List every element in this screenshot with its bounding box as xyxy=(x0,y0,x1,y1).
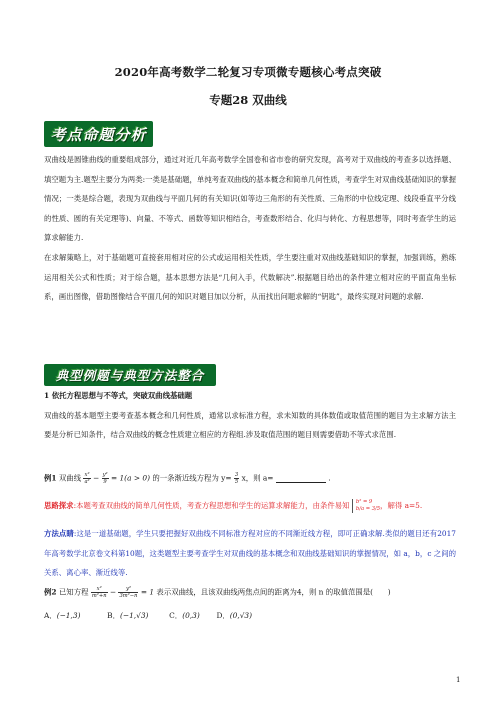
section1 xyxy=(44,386,456,445)
example2-label: 例2 xyxy=(44,587,57,597)
example1-text-a: 双曲线 xyxy=(58,473,82,483)
example2-text-a: 已知方程 xyxy=(58,587,89,597)
example2-text-b: 表示双曲线，且该双曲线两焦点间的距离为4，则 n 的取值范围是( ) xyxy=(156,587,391,597)
section1-body: 双曲线的基本题型主要考查基本概念和几何性质，通常以求标准方程，求未知数的具体数值或取值范围的题目为主求解方法主要是分析已知条件，结合双曲线的概念性质建立相应的方程组.涉及取值范围的题目则需要借助不等式求范围. xyxy=(44,410,456,440)
option-c[interactable]: C．(0,3) xyxy=(169,611,200,620)
options-row xyxy=(44,610,252,621)
idea1-text: :本题考查双曲线的简单几何性质，考查方程思想和学生的运算求解能力，由条件易知 xyxy=(73,501,350,510)
example2-eq-tail: = 1 xyxy=(140,587,155,597)
example1-frac-x: $\frac{\text{x²}}{\text{a²}}$ xyxy=(84,472,90,485)
page-number: 1 xyxy=(456,676,461,684)
idea1-label: 思路探求 xyxy=(44,501,74,510)
option-d[interactable]: D．(0,√3) xyxy=(216,611,253,620)
option-b[interactable]: B．(−1,√3) xyxy=(107,611,149,620)
example1-frac-y: $\frac{\text{y²}}{9}$ xyxy=(102,472,108,485)
banner-analysis: 考点命题分析 xyxy=(44,121,153,147)
example2-frac-2: $\frac{\text{y²}}{\text{3m²−n}}$ xyxy=(119,586,138,599)
example1-text-b: 的一条渐近线方程为 y= xyxy=(152,473,232,483)
idea1-result: ，解得 a=5. xyxy=(380,501,423,510)
document-title: 2020年高考数学二轮复习专项微专题核心考点突破 xyxy=(114,65,382,79)
example1-label: 例1 xyxy=(44,473,57,483)
example1: 例1 双曲线 $\frac{\text{x²}}{\text{a²}}$ − $\frac{\text{y²}}{9}$ = 1(a > 0) 的一条渐近线方程为 y= $\frac{3}{5}$ x，则 a= . xyxy=(44,472,331,485)
idea1 xyxy=(44,496,456,516)
method1 xyxy=(44,524,456,583)
banner-examples: 典型例题与典型方法整合 xyxy=(44,364,216,386)
intro-section xyxy=(44,150,456,307)
equation-system: b² = 9 b/a = 3/5 xyxy=(352,499,380,513)
intro-paragraph-2: 在求解策略上，对于基础题可直接套用相对应的公式或运用相关性质，学生要注重对双曲线基础知识的掌握，加强训练，熟练运用相关公式和性质；对于综合题，基本思想方法是“几何入手，代数解决”.根据题目给出的条件建立相对应的平面直角坐标系，画出图像，借助图像结合平面几何的知识对题目加以分析，从而找出问题求解的“钥匙”，最终实现对问题的求解. xyxy=(44,252,456,302)
method1-label: 方法点睛 xyxy=(44,529,74,538)
option-a[interactable]: A．(−1,3) xyxy=(44,611,81,620)
example1-slope: $\frac{3}{5}$ xyxy=(234,472,239,485)
example1-eq-tail: = 1(a > 0) xyxy=(110,473,150,483)
document-subtitle: 专题28 双曲线 xyxy=(209,93,287,107)
intro-paragraph-1: 双曲线是圆锥曲线的重要组成部分，通过对近几年高考数学全国卷和省市卷的研究发现，高考对于双曲线的考查多以选择题、填空题为主.题型主要分为两类:一类是基础题，单纯考查双曲线的基本概念和简单几何性质，考查学生对双曲线基础知识的掌握情况；一类是综合题，表现为双曲线与平面几何的有关知识(如等边三角形的有关性质、三角形的中位线定理、线段垂直平分线的性质、圆的有关定理等)、向量、不等式、函数等知识相结合，考查数形结合、化归与转化、方程思想等，同时考查学生的运算求解能力. xyxy=(44,155,456,243)
section1-heading: 1 依托方程思想与不等式，突破双曲线基础题 xyxy=(44,391,193,400)
example2-frac-1: $\frac{\text{x²}}{\text{m²+n}}$ xyxy=(91,586,107,599)
answer-blank[interactable] xyxy=(276,474,326,483)
example2: 例2 已知方程 $\frac{\text{x²}}{\text{m²+n}}$ − $\frac{\text{y²}}{\text{3m²−n}}$ = 1 表示双曲线，且该双曲线两焦点间的距离为4，则 n 的取值范围是( ) xyxy=(44,586,391,599)
example1-text-c: x，则 a= xyxy=(241,473,274,483)
method1-text: :这是一道基础题，学生只要把握好双曲线不同标准方程对应的不同渐近线方程，即可正确求解.类似的题目还有2017年高考数学北京卷文科第10题，这类题型主要考查学生对双曲线的基本概念和双曲线基础知识的掌握情况，如 a，b，c 之间的关系、离心率、渐近线等. xyxy=(44,529,456,578)
